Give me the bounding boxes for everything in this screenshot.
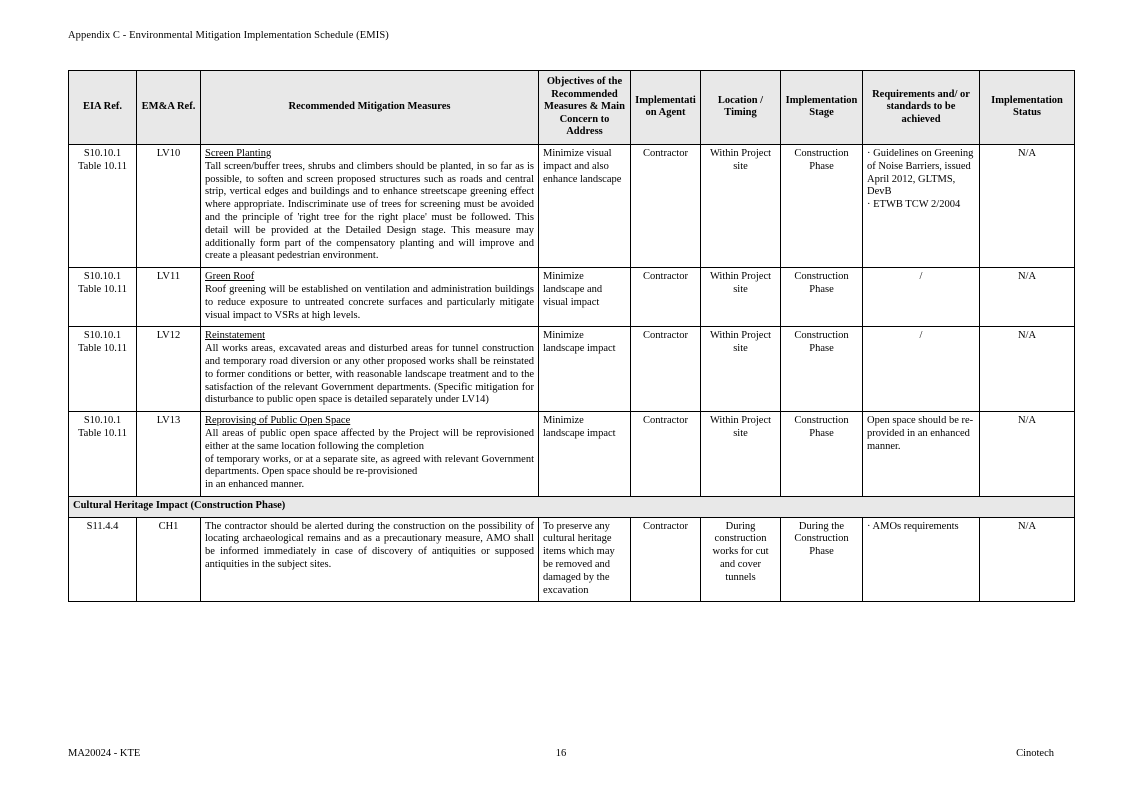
measure-body: All areas of public open space affected by the Project will be reprovisioned either at the same location following the completion of temporary works, or at a separate site, as agreed with relevant Government departments. Open space should be re-provisioned in an enhanced manner. [205, 427, 534, 491]
table-header-row [69, 71, 1075, 145]
cell-implementation-stage: Construction Phase [781, 412, 863, 497]
cell-implementation-agent: Contractor [631, 327, 701, 412]
footer-company: Cinotech [1016, 748, 1054, 759]
cell-emea-ref: LV13 [137, 412, 201, 497]
cell-requirements: · Guidelines on Greening of Noise Barriers, issued April 2012, GLTMS, DevB · ETWB TCW 2/2004 [863, 144, 980, 267]
cell-requirements: / [863, 268, 980, 327]
cell-location-timing: Within Project site [701, 327, 781, 412]
cell-eia-ref: S11.4.4 [69, 517, 137, 602]
cell-implementation-stage: Construction Phase [781, 327, 863, 412]
cell-requirements: · AMOs requirements [863, 517, 980, 602]
cell-implementation-status: N/A [980, 144, 1075, 267]
cell-requirements: Open space should be re-provided in an enhanced manner. [863, 412, 980, 497]
cell-location-timing: Within Project site [701, 268, 781, 327]
measure-title: Reinstatement [205, 330, 266, 342]
cell-objectives: Minimize landscape and visual impact [539, 268, 631, 327]
cell-implementation-status: N/A [980, 268, 1075, 327]
cell-eia-ref: S10.10.1 Table 10.11 [69, 268, 137, 327]
footer-page-number: 16 [555, 748, 567, 759]
table-row [69, 412, 1075, 497]
cell-objectives: Minimize landscape impact [539, 327, 631, 412]
table-section-label: Cultural Heritage Impact (Construction Phase) [69, 496, 1075, 517]
cell-objectives: To preserve any cultural heritage items which may be removed and damaged by the excavation [539, 517, 631, 602]
cell-emea-ref: LV12 [137, 327, 201, 412]
cell-implementation-agent: Contractor [631, 412, 701, 497]
table-row [69, 268, 1075, 327]
measure-title: Green Roof [205, 271, 255, 283]
cell-mitigation-measure [201, 517, 539, 602]
cell-mitigation-measure [201, 327, 539, 412]
measure-body: The contractor should be alerted during the construction on the possibility of locating archaeological remains and as a precautionary measure, AMO shall be informed immediately in case of discovery of antiquities or supposed antiquities in the subject sites. [205, 520, 534, 571]
cell-implementation-agent: Contractor [631, 517, 701, 602]
cell-emea-ref: CH1 [137, 517, 201, 602]
cell-eia-ref: S10.10.1 Table 10.11 [69, 412, 137, 497]
column-header-objectives: Objectives of the Recommended Measures & Main Concern to Address [539, 71, 631, 145]
cell-mitigation-measure [201, 268, 539, 327]
cell-objectives: Minimize landscape impact [539, 412, 631, 497]
column-header-stage: Implementation Stage [781, 71, 863, 145]
measure-title: Screen Planting [205, 147, 272, 159]
cell-implementation-stage: During the Construction Phase [781, 517, 863, 602]
measure-body: Tall screen/buffer trees, shrubs and climbers should be planted, in so far as is possible, to soften and screen proposed structures such as roads and central strip, vertical edges and buildings and to enhance streetscape greening effect where appropriate. Indiscriminate use of trees for screening must be avoided and the principle of 'right tree for the right place' must be followed. This detail will be provided at the Detailed Design stage. This measure may additionally form part of the compensatory planting and will improve and create a pleasant pedestrian environment. [205, 160, 534, 262]
cell-implementation-status: N/A [980, 327, 1075, 412]
emis-table-wrapper [68, 70, 1063, 602]
column-header-agent: Implementati on Agent [631, 71, 701, 145]
column-header-emea-ref: EM&A Ref. [137, 71, 201, 145]
table-row [69, 517, 1075, 602]
cell-location-timing: Within Project site [701, 144, 781, 267]
footer-project-code: MA20024 - KTE [68, 748, 141, 759]
cell-objectives: Minimize visual impact and also enhance landscape [539, 144, 631, 267]
measure-title: Reprovising of Public Open Space [205, 415, 351, 427]
table-row [69, 327, 1075, 412]
cell-implementation-agent: Contractor [631, 144, 701, 267]
column-header-requirements: Requirements and/ or standards to be achieved [863, 71, 980, 145]
column-header-eia-ref: EIA Ref. [69, 71, 137, 145]
cell-mitigation-measure [201, 412, 539, 497]
column-header-status: Implementation Status [980, 71, 1075, 145]
cell-implementation-agent: Contractor [631, 268, 701, 327]
column-header-location-timing: Location / Timing [701, 71, 781, 145]
column-header-measures: Recommended Mitigation Measures [201, 71, 539, 145]
cell-implementation-stage: Construction Phase [781, 268, 863, 327]
cell-emea-ref: LV10 [137, 144, 201, 267]
cell-requirements: / [863, 327, 980, 412]
measure-body: All works areas, excavated areas and disturbed areas for tunnel construction and temporary road diversion or any other proposed works shall be reinstated to former conditions or better, with reasonable landscape treatment and to the satisfaction of the relevant Government departments. (Specific mitigation for disturbance to public open space is detailed separately under LV14) [205, 343, 534, 406]
cell-emea-ref: LV11 [137, 268, 201, 327]
cell-location-timing: During construction works for cut and cover tunnels [701, 517, 781, 602]
cell-mitigation-measure [201, 144, 539, 267]
table-row [69, 144, 1075, 267]
table-body [69, 144, 1075, 602]
cell-implementation-status: N/A [980, 517, 1075, 602]
cell-implementation-status: N/A [980, 412, 1075, 497]
cell-implementation-stage: Construction Phase [781, 144, 863, 267]
emis-table [68, 70, 1075, 602]
cell-location-timing: Within Project site [701, 412, 781, 497]
cell-eia-ref: S10.10.1 Table 10.11 [69, 144, 137, 267]
measure-body: Roof greening will be established on ventilation and administration buildings to reduce exposure to untreated concrete surfaces and particularly mitigate visual impact to VSRs at high levels. [205, 283, 534, 321]
table-section-row [69, 496, 1075, 517]
page-header: Appendix C - Environmental Mitigation Implementation Schedule (EMIS) [68, 30, 389, 41]
cell-eia-ref: S10.10.1 Table 10.11 [69, 327, 137, 412]
